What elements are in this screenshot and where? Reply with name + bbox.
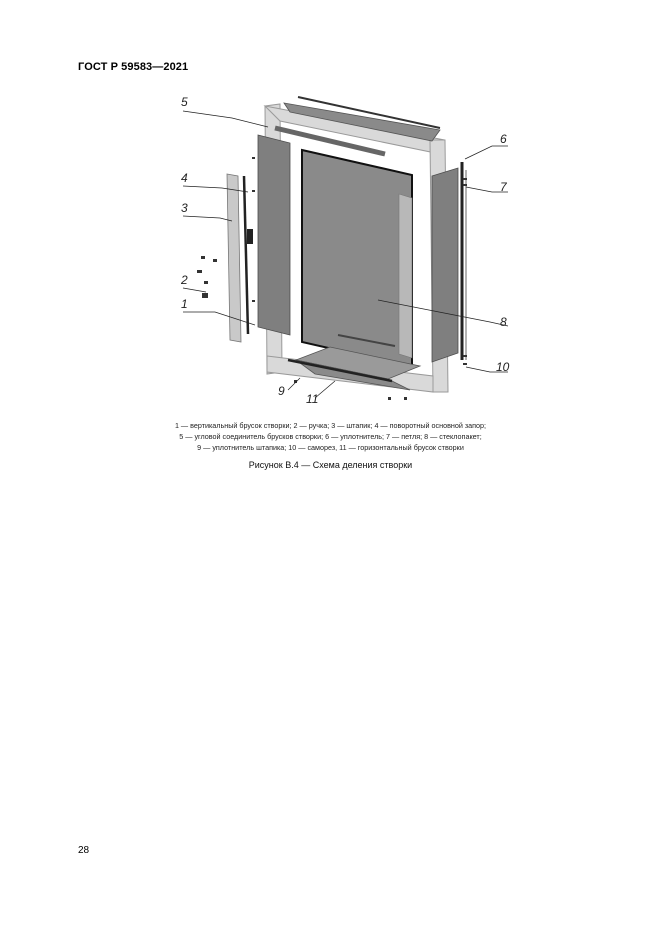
callout-11: 11 <box>306 392 319 406</box>
legend-line-1: 1 — вертикальный брусок створки; 2 — ручка; 3 — штапик; 4 — поворотный основной запор; <box>174 421 487 430</box>
callout-1: 1 <box>181 297 188 311</box>
callout-5: 5 <box>181 95 188 109</box>
right-seal-strip <box>462 162 466 360</box>
page-number: 28 <box>78 845 90 856</box>
legend-line-3: 9 — уплотнитель штапика; 10 — саморез, 11 — горизонтальный брусок створки <box>197 443 464 452</box>
glass-unit <box>302 150 412 367</box>
callout-4: 4 <box>181 171 188 185</box>
figure-legend <box>90 420 571 453</box>
right-sash-panel <box>432 168 458 362</box>
callout-3: 3 <box>181 201 188 215</box>
callout-9: 9 <box>278 384 285 398</box>
left-sash-panel <box>258 135 290 335</box>
callout-6: 6 <box>500 132 507 146</box>
callout-8: 8 <box>500 315 507 329</box>
callout-2: 2 <box>181 273 188 287</box>
callout-10: 10 <box>496 360 510 374</box>
callout-7: 7 <box>500 180 507 194</box>
legend-line-2: 5 — угловой соединитель брусков створки; 6 — уплотнитель; 7 — петля; 8 — стеклопакет; <box>179 432 482 441</box>
document-standard-header: ГОСТ Р 59583—2021 <box>78 61 189 73</box>
figure-caption: Рисунок В.4 — Схема деления створки <box>248 460 413 470</box>
